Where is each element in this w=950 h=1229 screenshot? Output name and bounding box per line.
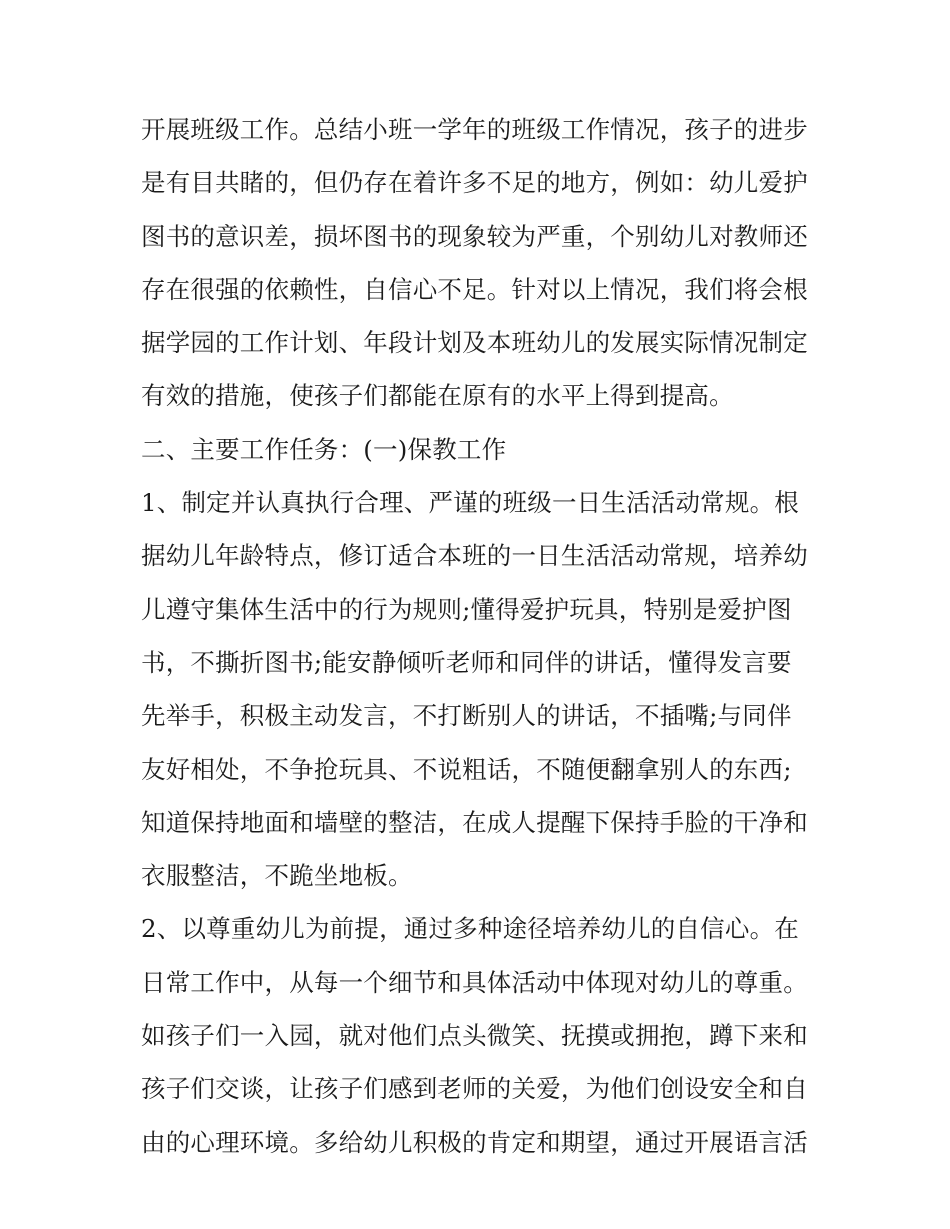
section-heading: 二、主要工作任务：(一)保教工作 — [141, 434, 507, 464]
text-line: 2、以尊重幼儿为前提，通过多种途径培养幼儿的自信心。在 — [141, 914, 799, 944]
text-line: 日常工作中，从每一个细节和具体活动中体现对幼儿的尊重。 — [141, 967, 808, 997]
text-line: 由的心理环境。多给幼儿积极的肯定和期望，通过开展语言活 — [141, 1127, 808, 1157]
text-line: 有效的措施，使孩子们都能在原有的水平上得到提高。 — [141, 381, 734, 411]
text-line: 先举手，积极主动发言，不打断别人的讲话，不插嘴;与同伴 — [141, 701, 792, 731]
text-line: 孩子们交谈，让孩子们感到老师的关爱，为他们创设安全和自 — [141, 1074, 808, 1104]
text-line: 存在很强的依赖性，自信心不足。针对以上情况，我们将会根 — [141, 274, 808, 304]
text-line: 据幼儿年龄特点，修订适合本班的一日生活活动常规，培养幼 — [141, 541, 808, 571]
text-line: 友好相处，不争抢玩具、不说粗话，不随便翻拿别人的东西; — [141, 754, 792, 784]
body-text — [141, 103, 821, 1169]
text-line: 书，不撕折图书;能安静倾听老师和同伴的讲话，懂得发言要 — [141, 647, 792, 677]
text-line: 是有目共睹的，但仍存在着许多不足的地方，例如：幼儿爱护 — [141, 168, 808, 198]
text-line: 据学园的工作计划、年段计划及本班幼儿的发展实际情况制定 — [141, 328, 808, 358]
text-line: 知道保持地面和墙壁的整洁，在成人提醒下保持手脸的干净和 — [141, 807, 808, 837]
text-line: 如孩子们一入园，就对他们点头微笑、抚摸或拥抱，蹲下来和 — [141, 1021, 808, 1051]
text-line: 图书的意识差，损坏图书的现象较为严重，个别幼儿对教师还 — [141, 221, 808, 251]
text-line: 衣服整洁，不跪坐地板。 — [141, 861, 413, 891]
text-line: 开展班级工作。总结小班一学年的班级工作情况，孩子的进步 — [141, 115, 808, 144]
text-line: 儿遵守集体生活中的行为规则;懂得爱护玩具，特别是爱护图 — [141, 594, 792, 624]
text-line: 1、制定并认真执行合理、严谨的班级一日生活活动常规。根 — [141, 488, 799, 518]
